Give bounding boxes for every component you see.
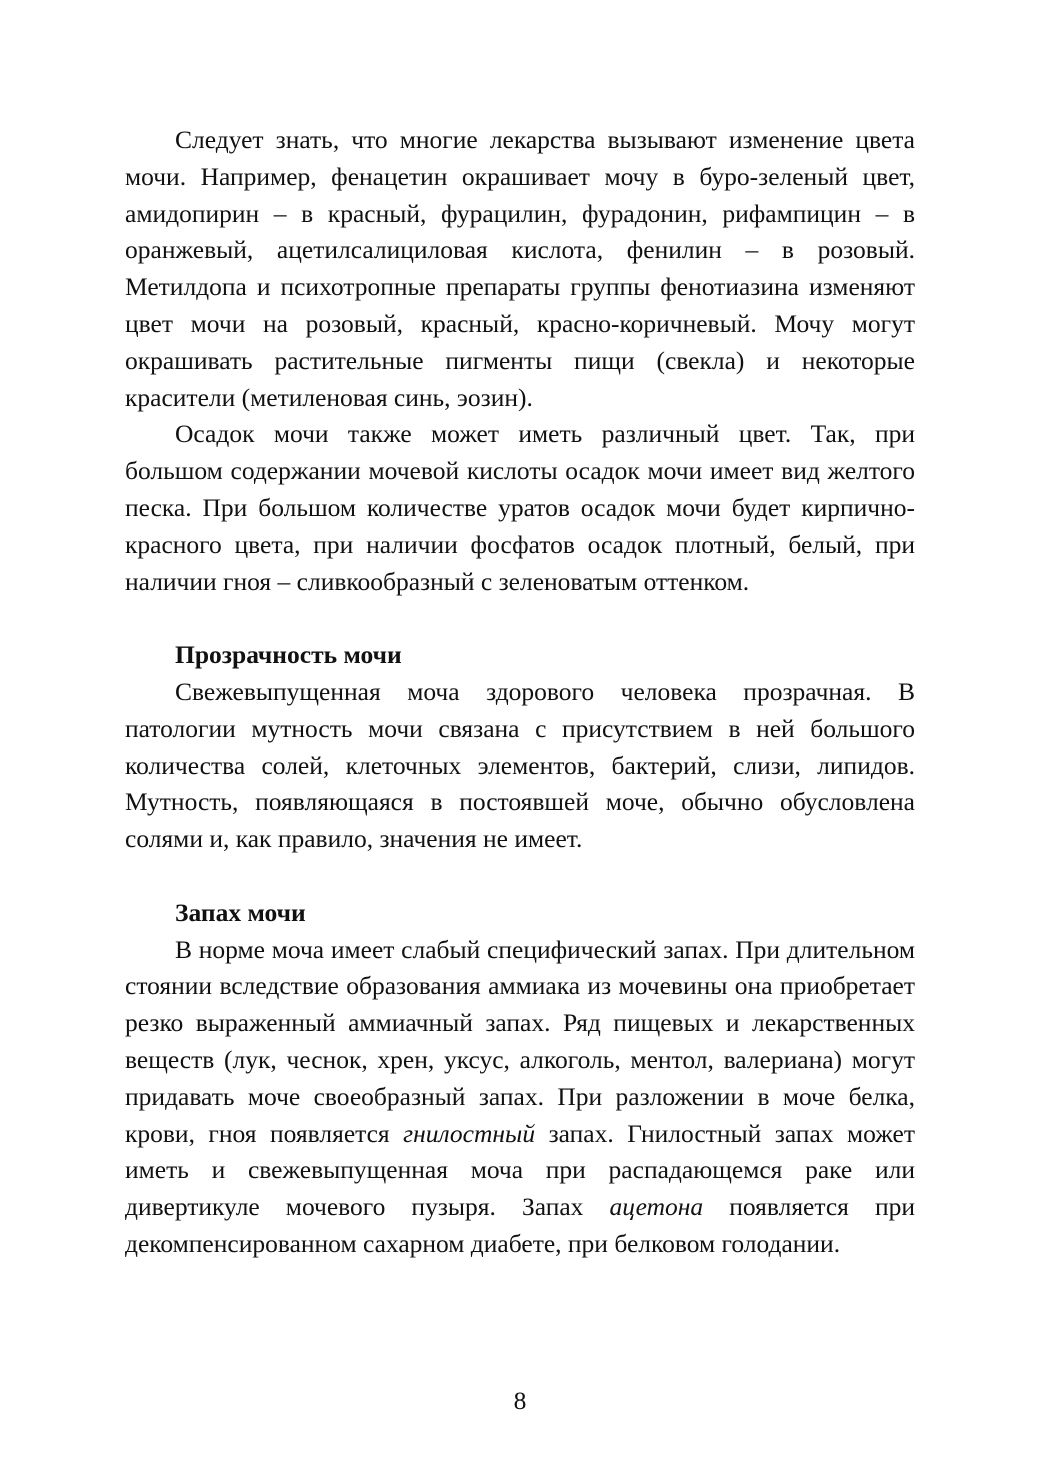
odor-italic-acetone: ацетона bbox=[609, 1192, 704, 1222]
page-content bbox=[125, 122, 915, 1263]
odor-italic-putrid: гнилостный bbox=[403, 1118, 536, 1148]
heading-transparency: Прозрачность мочи bbox=[175, 640, 402, 670]
section-gap bbox=[125, 858, 915, 895]
heading-odor: Запах мочи bbox=[175, 897, 306, 927]
odor-text-part: запах. Гнилостный запах может иметь и свежевыпущенная моча при распадающемся раке или дивертикуле мочевого пузыря. Запах bbox=[125, 1118, 915, 1222]
paragraph-transparency: Свежевыпущенная моча здорового человека прозрачная. В патологии мутность мочи связана с присутствием в ней большого количества солей, клеточных элементов, бактерий, слизи, липидов. Мутность, появляющаяся в постоявшей моче, обычно обусловлена солями и, как правило, значения не имеет. bbox=[125, 676, 915, 854]
odor-text-part: появляется при декомпенсированном сахарном диабете, при белковом голодании. bbox=[125, 1192, 915, 1258]
paragraph-odor bbox=[125, 932, 915, 1263]
odor-text-part: В норме моча имеет слабый специфический запах. При длительном стоянии вследствие образования аммиака из мочевины она приобретает резко выраженный аммиачный запах. Ряд пищевых и лекарственных веществ (лук, чеснок, хрен, уксус, алкоголь, ментол, валериана) могут придавать моче своеобразный запах. При разложении в моче белка, крови, гноя появляется bbox=[125, 934, 915, 1148]
paragraph-drug-colors: Следует знать, что многие лекарства вызывают изменение цвета мочи. Например, фенацетин окрашивает мочу в буро-зеленый цвет, амидопирин – в красный, фурацилин, фурадонин, рифампицин – в оранжевый, ацетилсалициловая кислота, фенилин – в розовый. Метилдопа и психотропные препараты группы фенотиазина изменяют цвет мочи на розовый, красный, красно-коричневый. Мочу могут окрашивать растительные пигменты пищи (свекла) и некоторые красители (метиленовая синь, эозин). bbox=[125, 125, 915, 412]
paragraph-sediment-color: Осадок мочи также может иметь различный цвет. Так, при большом содержании мочевой кислоты осадок мочи имеет вид желтого песка. При большом количестве уратов осадок мочи будет кирпично-красного цвета, при наличии фосфатов осадок плотный, белый, при наличии гноя – сливкообразный с зеленоватым оттенком. bbox=[125, 419, 915, 596]
page-number: 8 bbox=[513, 1386, 527, 1415]
section-gap bbox=[125, 600, 915, 637]
